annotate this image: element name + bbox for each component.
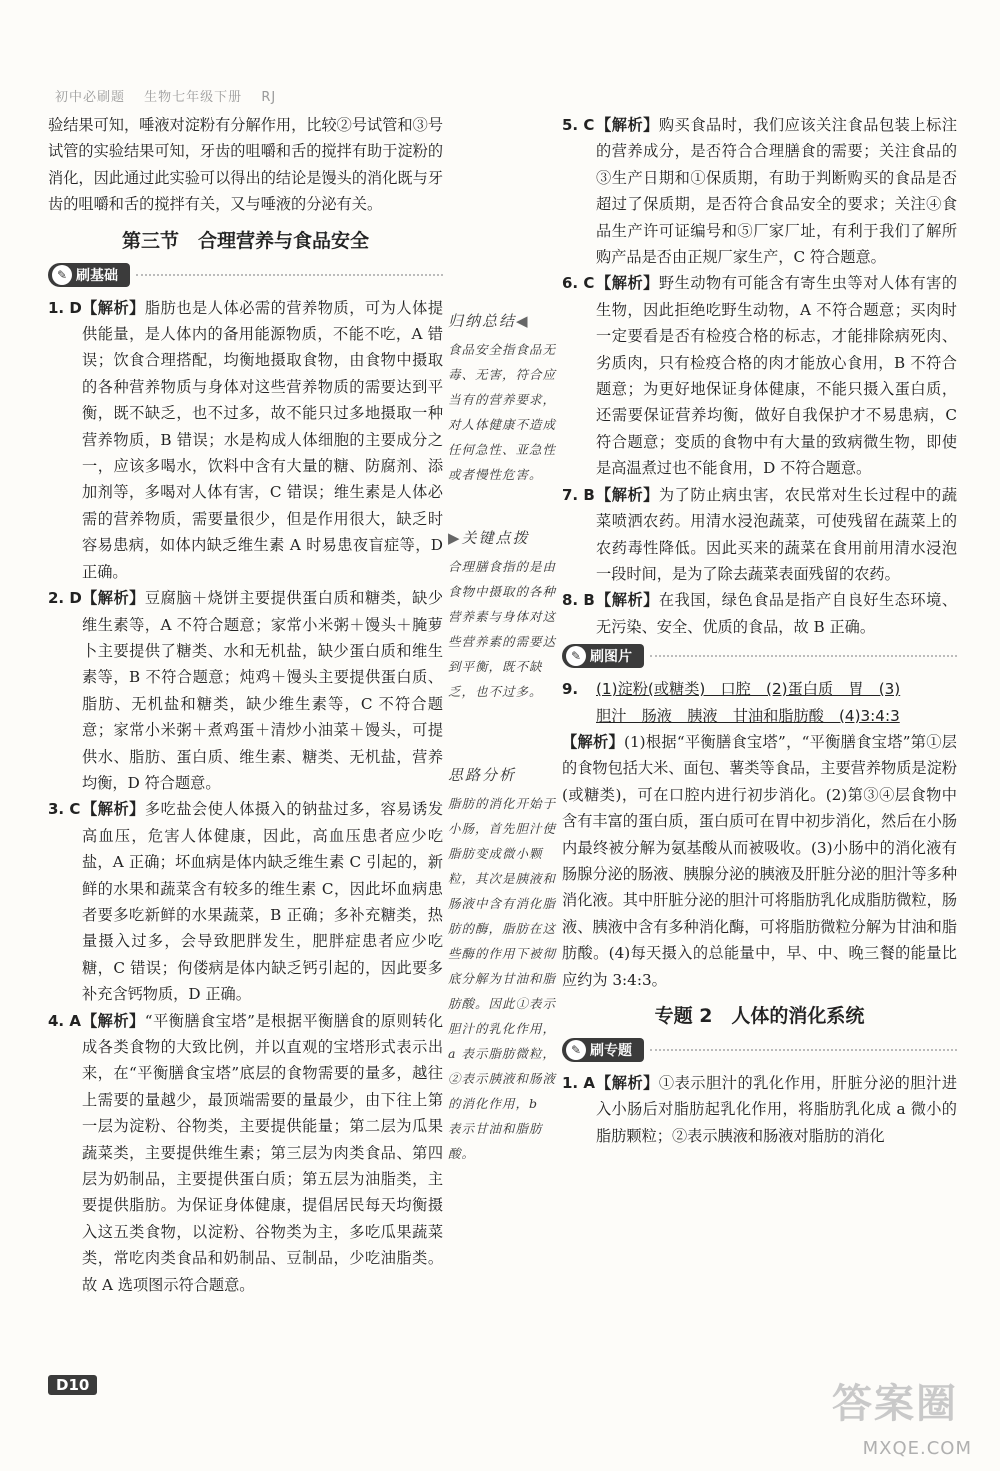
answer-text: “平衡膳食宝塔”是根据平衡膳食的原则转化成各类食物的大致比例，并以直观的宝塔形式表示出来，在“平衡膳食宝塔”底层的食物需要的量多，越往上需要的量越少，最顶端需要的量最少，由下往上第一层为淀粉、谷物类，主要提供能量；第二层为瓜果蔬菜类，主要提供维生素；第三层为肉类食品、第四层为奶制品，主要提供蛋白质；第五层为油脂类，主要提供脂肪。为保证身体健康，提倡居民每天均衡摄入这五类食物，以淀粉、谷物类为主，多吃瓜果蔬菜类，常吃肉类食品和奶制品、豆制品，少吃油脂类。故 A 选项图示符合题意。	[82, 1011, 444, 1294]
watermark-site: MXQE.COM	[862, 1438, 972, 1459]
answer-text: ①表示胆汁的乳化作用，肝脏分泌的胆汁进入小肠后对脂肪起乳化作用，将脂肪乳化成 a 微小的脂肪颗粒；②表示胰液和肠液对脂肪的消化	[596, 1074, 957, 1145]
badge-topic	[562, 1038, 644, 1062]
answer-text: 为了防止病虫害，农民常对生长过程中的蔬菜喷洒农药。用清水浸泡蔬菜，可使残留在蔬菜上的农药毒性降低。因此买来的蔬菜在食用前用清水浸泡一段时间，是为了除去蔬菜表面残留的农药。	[596, 485, 957, 583]
answer-number: 2. D	[48, 589, 82, 608]
section-title: 第三节 合理营养与食品安全	[121, 229, 369, 252]
page-number: D10	[48, 1375, 97, 1395]
dotted-divider	[650, 655, 957, 657]
analysis-tag: 【解析】	[596, 116, 659, 134]
sidebar-note-title	[448, 310, 556, 331]
answer-item	[562, 112, 957, 270]
header-series: 初中必刷题	[55, 90, 126, 105]
answer-item	[562, 270, 957, 481]
badge-row-basic	[48, 263, 443, 287]
analysis-tag: 【解析】	[82, 1011, 145, 1030]
q9-answer-line-2: 胆汁 肠液 胰液 甘油和脂肪酸 (4)3:4:3	[596, 706, 900, 725]
watermark-logo: 答案圈	[832, 1381, 958, 1427]
sidebar-note-title: 思路分析	[448, 766, 517, 784]
analysis-tag: 【解析】	[82, 298, 145, 317]
badge-row-topic	[562, 1038, 957, 1062]
badge-row-picture	[562, 644, 957, 668]
sidebar-note	[448, 764, 556, 1166]
arrow-right-icon: ▶	[448, 529, 462, 547]
answer-item	[562, 587, 957, 640]
book-icon: ✎	[52, 265, 72, 285]
answer-number: 7. B	[562, 485, 595, 504]
book-icon: ✎	[566, 1040, 586, 1060]
analysis-tag: 【解析】	[562, 732, 625, 751]
sidebar-notes	[448, 310, 556, 1206]
answer-number: 4. A	[48, 1011, 81, 1030]
answer-text: 多吃盐会使人体摄入的钠盐过多，容易诱发高血压，危害人体健康，因此，高血压患者应少吃盐，A 正确；坏血病是体内缺乏维生素 C 引起的，新鲜的水果和蔬菜含有较多的维生素 C，因此坏血病患者要多吃新鲜的水果蔬菜，B 正确；多补充糖类，热量摄入过多，会导致肥胖发生，肥胖症患者应少吃糖，C 错误；佝偻病是体内缺乏钙引起的，因此要多补充含钙物质，D 正确。	[82, 800, 443, 1004]
answer-number: 9.	[562, 680, 579, 699]
analysis-tag: 【解析】	[596, 274, 659, 293]
analysis-tag: 【解析】	[596, 1074, 659, 1092]
q9-analysis-text: (1)根据“平衡膳食宝塔”，“平衡膳食宝塔”第①层的食物包括大米、面包、薯类等食品，主要营养物质是淀粉(或糖类)，可在口腔内进行初步消化。(2)第③④层食物中含有丰富的蛋白质，蛋白质可在胃中初步消化，然后在小肠内最终被分解为氨基酸从而被吸收。(3)小肠中的消化液有肠腺分泌的肠液、胰腺分泌的胰液及肝脏分泌的胆汁等多种消化液。其中肝脏分泌的胆汁可将脂肪乳化成脂肪微粒，肠液、胰液中含有多种消化酶，可将脂肪微粒分解为甘油和脂肪酸。(4)每天摄入的总能量中，早、中、晚三餐的能量比应约为 3:4:3。	[562, 732, 957, 989]
book-icon: ✎	[566, 646, 586, 666]
answer-number: 1. D	[48, 298, 82, 317]
sidebar-note-title-text: 关键点拨	[461, 529, 530, 547]
answer-number: 3. C	[48, 800, 81, 819]
q9-answer-line-1: (1)淀粉(或糖类) 口腔 (2)蛋白质 胃 (3)	[596, 680, 901, 699]
sidebar-note-body: 合理膳食指的是由食物中摄取的各种营养素与身体对这些营养素的需要达到平衡，既不缺乏，也不过多。	[448, 559, 557, 699]
sidebar-note-title	[448, 527, 556, 548]
sidebar-note	[448, 527, 556, 704]
q9-analysis	[562, 729, 957, 993]
answer-item	[48, 796, 443, 1007]
sidebar-note-body: 脂肪的消化开始于小肠，首先胆汁使脂肪变成微小颗粒，其次是胰液和肠液中含有消化脂肪的酶，脂肪在这些酶的作用下被彻底分解为甘油和脂肪酸。因此①表示胆汁的乳化作用，a 表示脂肪微粒，②表示胰液和肠液的消化作用，b 表示甘油和脂肪酸。	[448, 796, 557, 1161]
answer-number: 5. C	[562, 116, 595, 134]
arrow-left-icon: ◀	[516, 312, 530, 330]
sidebar-note-title-text: 归纳总结	[448, 312, 517, 330]
analysis-tag: 【解析】	[596, 591, 659, 610]
answer-item	[48, 295, 443, 585]
left-column	[48, 112, 443, 1298]
badge-topic-label: 刷专题	[590, 1043, 632, 1059]
badge-picture-label: 刷图片	[590, 649, 632, 666]
sidebar-note-body: 食品安全指食品无毒、无害，符合应当有的营养要求，对人体健康不造成任何急性、亚急性或者慢性危害。	[448, 342, 557, 482]
answer-text: 脂肪也是人体必需的营养物质，可为人体提供能量，是人体内的备用能源物质，不能不吃，A 错误；饮食合理搭配，均衡地摄取食物，由食物中摄取的各种营养物质与身体对这些营养物质的需要达到平衡，既不缺乏，也不过多，故不能只过多地摄取一种营养物质，B 错误；水是构成人体细胞的主要成分之一，应该多喝水，饮料中含有大量的糖、防腐剂、添加剂等，多喝对人体有害，C 错误；维生素是人体必需的营养物质，需要量很少，但是作用很大，缺乏时容易患病，如体内缺乏维生素 A 时易患夜盲症等，D 正确。	[82, 298, 443, 581]
badge-picture	[562, 644, 644, 668]
badge-basic	[48, 263, 130, 287]
intro-paragraph: 验结果可知，唾液对淀粉有分解作用，比较②号试管和③号试管的实验结果可知，牙齿的咀嚼和舌的搅拌有助于淀粉的消化，因此通过此实验可以得出的结论是馒头的消化既与牙齿的咀嚼和舌的搅拌有关，又与唾液的分泌有关。	[48, 116, 443, 214]
answer-text: 在我国，绿色食品是指产自良好生态环境、无污染、安全、优质的食品，故 B 正确。	[596, 591, 957, 636]
answer-text: 豆腐脑＋烧饼主要提供蛋白质和糖类，缺少维生素等，A 不符合题意；家常小米粥＋馒头＋腌萝卜主要提供了糖类、水和无机盐，缺少蛋白质和维生素等，B 不符合题意；炖鸡＋馒头主要提供蛋白质、脂肪、无机盐和糖类，缺少维生素等，C 不符合题意；家常小米粥＋煮鸡蛋＋清炒小油菜＋馒头，可提供水、脂肪、蛋白质、维生素、糖类、无机盐，营养均衡，D 符合题意。	[82, 589, 443, 792]
badge-basic-label: 刷基础	[76, 267, 118, 284]
dotted-divider	[136, 274, 443, 276]
answer-item-q9	[562, 676, 957, 729]
section-title-2: 专题 2 人体的消化系统	[654, 1005, 865, 1027]
running-header	[55, 86, 290, 105]
answer-item	[48, 1008, 443, 1298]
answer-item	[562, 482, 957, 588]
answer-text: 购买食品时，我们应该关注食品包装上标注的营养成分，是否符合合理膳食的需要；关注食品的③生产日期和①保质期，有助于判断购买的食品是否超过了保质期，是否符合食品安全的要求；关注④食品生产许可证编号和⑤厂家厂址，有利于我们了解所购产品是否由正规厂家生产，C 符合题意。	[596, 116, 957, 267]
dotted-divider	[650, 1049, 957, 1051]
right-column	[562, 112, 957, 1149]
analysis-tag: 【解析】	[82, 589, 145, 608]
answer-number: 8. B	[562, 591, 595, 610]
header-subject: 生物七年级下册	[144, 90, 243, 105]
header-edition: RJ	[261, 90, 277, 105]
answer-item	[48, 585, 443, 796]
answer-text: 野生动物有可能含有寄生虫等对人体有害的生物，因此拒绝吃野生动物，A 不符合题意；买肉时一定要看是否有检疫合格的标志，才能排除病死肉、劣质肉，只有检疫合格的肉才能放心食用，B 不符合题意；为更好地保证身体健康，不能只摄入蛋白质，还需要保证营养均衡，做好自我保护才不易患病，C 符合题意；变质的食物中有大量的致病微生物，即使是高温煮过也不能食用，D 不符合题意。	[596, 274, 957, 478]
answer-number: 1. A	[562, 1074, 595, 1092]
analysis-tag: 【解析】	[82, 800, 145, 819]
answer-item	[562, 1070, 957, 1149]
sidebar-note	[448, 310, 556, 487]
answer-number: 6. C	[562, 274, 595, 293]
analysis-tag: 【解析】	[596, 485, 659, 504]
